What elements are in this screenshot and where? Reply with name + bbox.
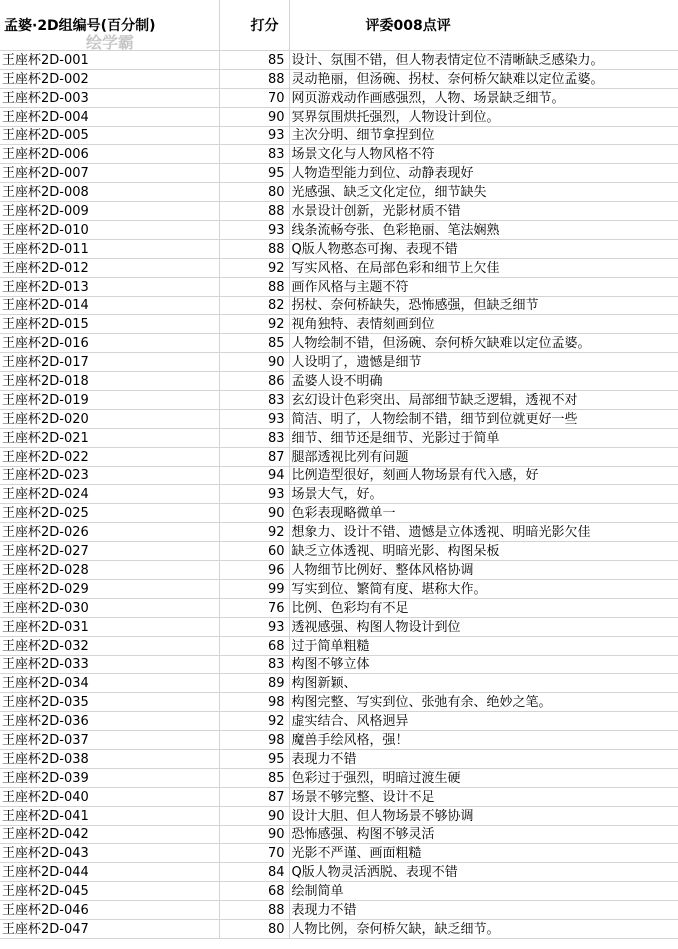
table-row bbox=[0, 749, 678, 768]
table-row bbox=[0, 447, 678, 466]
header-id[interactable]: 孟婆·2D组编号(百分制) bbox=[0, 0, 219, 51]
cell-id[interactable]: 王座杯2D-010 bbox=[0, 221, 219, 240]
cell-score[interactable]: 93 bbox=[219, 409, 289, 428]
table-row bbox=[0, 107, 678, 126]
cell-comment[interactable]: 玄幻设计色彩突出、局部细节缺乏逻辑，透视不对 bbox=[289, 391, 678, 410]
table-row bbox=[0, 542, 678, 561]
cell-score[interactable]: 90 bbox=[219, 504, 289, 523]
cell-score[interactable]: 83 bbox=[219, 655, 289, 674]
cell-comment[interactable]: 场景文化与人物风格不符 bbox=[289, 145, 678, 164]
cell-comment[interactable]: 光影不严谨、画面粗糙 bbox=[289, 844, 678, 863]
cell-score[interactable]: 92 bbox=[219, 523, 289, 542]
cell-comment[interactable]: 色彩表现略微单一 bbox=[289, 504, 678, 523]
cell-id[interactable]: 王座杯2D-017 bbox=[0, 353, 219, 372]
table-row bbox=[0, 51, 678, 70]
cell-id[interactable]: 王座杯2D-039 bbox=[0, 768, 219, 787]
cell-score[interactable]: 94 bbox=[219, 466, 289, 485]
table-row bbox=[0, 202, 678, 221]
cell-score[interactable]: 86 bbox=[219, 372, 289, 391]
cell-comment[interactable]: 比例造型很好，刻画人物场景有代入感，好 bbox=[289, 466, 678, 485]
cell-id[interactable]: 王座杯2D-016 bbox=[0, 334, 219, 353]
table-row bbox=[0, 806, 678, 825]
cell-score[interactable]: 80 bbox=[219, 183, 289, 202]
table-row bbox=[0, 636, 678, 655]
cell-score[interactable]: 88 bbox=[219, 901, 289, 920]
cell-id[interactable]: 王座杯2D-011 bbox=[0, 239, 219, 258]
header-score[interactable]: 打分 bbox=[219, 0, 289, 51]
table-row bbox=[0, 731, 678, 750]
table-row bbox=[0, 164, 678, 183]
cell-id[interactable]: 王座杯2D-020 bbox=[0, 409, 219, 428]
cell-id[interactable]: 王座杯2D-029 bbox=[0, 579, 219, 598]
table-row bbox=[0, 655, 678, 674]
cell-comment[interactable]: 构图不够立体 bbox=[289, 655, 678, 674]
cell-comment[interactable]: 过于简单粗糙 bbox=[289, 636, 678, 655]
cell-score[interactable]: 95 bbox=[219, 749, 289, 768]
table-row bbox=[0, 239, 678, 258]
table-row bbox=[0, 504, 678, 523]
cell-comment[interactable]: 人设明了，遗憾是细节 bbox=[289, 353, 678, 372]
cell-id[interactable]: 王座杯2D-007 bbox=[0, 164, 219, 183]
table-row bbox=[0, 598, 678, 617]
cell-comment[interactable]: 写实到位、繁简有度、堪称大作。 bbox=[289, 579, 678, 598]
cell-comment[interactable]: 绘制简单 bbox=[289, 882, 678, 901]
cell-id[interactable]: 王座杯2D-045 bbox=[0, 882, 219, 901]
cell-score[interactable]: 87 bbox=[219, 447, 289, 466]
cell-score[interactable]: 87 bbox=[219, 787, 289, 806]
cell-comment[interactable]: 人物绘制不错，但汤碗、奈何桥欠缺难以定位孟婆。 bbox=[289, 334, 678, 353]
cell-comment[interactable]: 想象力、设计不错、遗憾是立体透视、明暗光影欠佳 bbox=[289, 523, 678, 542]
table-row bbox=[0, 617, 678, 636]
table-row bbox=[0, 523, 678, 542]
cell-comment[interactable]: 孟婆人设不明确 bbox=[289, 372, 678, 391]
cell-comment[interactable]: 色彩过于强烈，明暗过渡生硬 bbox=[289, 768, 678, 787]
cell-comment[interactable]: 比例、色彩均有不足 bbox=[289, 598, 678, 617]
cell-comment[interactable]: 腿部透视比列有问题 bbox=[289, 447, 678, 466]
cell-id[interactable]: 王座杯2D-008 bbox=[0, 183, 219, 202]
cell-comment[interactable]: 简洁、明了，人物绘制不错，细节到位就更好一些 bbox=[289, 409, 678, 428]
cell-id[interactable]: 王座杯2D-030 bbox=[0, 598, 219, 617]
cell-id[interactable]: 王座杯2D-047 bbox=[0, 919, 219, 938]
cell-id[interactable]: 王座杯2D-023 bbox=[0, 466, 219, 485]
cell-comment[interactable]: 人物造型能力到位、动静表现好 bbox=[289, 164, 678, 183]
table-row bbox=[0, 221, 678, 240]
table-row bbox=[0, 183, 678, 202]
cell-score[interactable]: 85 bbox=[219, 334, 289, 353]
table-row bbox=[0, 466, 678, 485]
cell-id[interactable]: 王座杯2D-026 bbox=[0, 523, 219, 542]
cell-id[interactable]: 王座杯2D-002 bbox=[0, 69, 219, 88]
cell-id[interactable]: 王座杯2D-014 bbox=[0, 296, 219, 315]
cell-id[interactable]: 王座杯2D-001 bbox=[0, 51, 219, 70]
cell-id[interactable]: 王座杯2D-019 bbox=[0, 391, 219, 410]
cell-score[interactable]: 96 bbox=[219, 561, 289, 580]
table-row bbox=[0, 561, 678, 580]
cell-score[interactable]: 95 bbox=[219, 164, 289, 183]
cell-comment[interactable]: 虚实结合、风格迥异 bbox=[289, 712, 678, 731]
table-row bbox=[0, 579, 678, 598]
table-row bbox=[0, 334, 678, 353]
cell-score[interactable]: 90 bbox=[219, 806, 289, 825]
table-row bbox=[0, 768, 678, 787]
cell-score[interactable]: 98 bbox=[219, 731, 289, 750]
cell-id[interactable]: 王座杯2D-044 bbox=[0, 863, 219, 882]
cell-comment[interactable]: 水景设计创新，光影材质不错 bbox=[289, 202, 678, 221]
cell-comment[interactable]: 人物细节比例好、整体风格协调 bbox=[289, 561, 678, 580]
cell-comment[interactable]: 人物比例，奈何桥欠缺，缺乏细节。 bbox=[289, 919, 678, 938]
table-row bbox=[0, 863, 678, 882]
cell-score[interactable]: 68 bbox=[219, 882, 289, 901]
cell-id[interactable]: 王座杯2D-009 bbox=[0, 202, 219, 221]
cell-comment[interactable]: 恐怖感强、构图不够灵活 bbox=[289, 825, 678, 844]
cell-id[interactable]: 王座杯2D-036 bbox=[0, 712, 219, 731]
table-row bbox=[0, 787, 678, 806]
cell-score[interactable]: 90 bbox=[219, 107, 289, 126]
cell-comment[interactable]: 光感强、缺乏文化定位，细节缺失 bbox=[289, 183, 678, 202]
table-row bbox=[0, 712, 678, 731]
cell-comment[interactable]: 冥界氛围烘托强烈，人物设计到位。 bbox=[289, 107, 678, 126]
cell-comment[interactable]: 魔兽手绘风格，强！ bbox=[289, 731, 678, 750]
cell-score[interactable]: 98 bbox=[219, 693, 289, 712]
table-row bbox=[0, 825, 678, 844]
cell-comment[interactable]: 缺乏立体透视、明暗光影、构图呆板 bbox=[289, 542, 678, 561]
table-row bbox=[0, 353, 678, 372]
table-row bbox=[0, 391, 678, 410]
cell-score[interactable]: 88 bbox=[219, 202, 289, 221]
cell-id[interactable]: 王座杯2D-031 bbox=[0, 617, 219, 636]
cell-id[interactable]: 王座杯2D-003 bbox=[0, 88, 219, 107]
cell-comment[interactable]: 设计大胆、但人物场景不够协调 bbox=[289, 806, 678, 825]
cell-score[interactable]: 93 bbox=[219, 485, 289, 504]
cell-id[interactable]: 王座杯2D-018 bbox=[0, 372, 219, 391]
cell-comment[interactable]: 场景大气，好。 bbox=[289, 485, 678, 504]
cell-id[interactable]: 王座杯2D-022 bbox=[0, 447, 219, 466]
cell-comment[interactable]: 表现力不错 bbox=[289, 749, 678, 768]
cell-id[interactable]: 王座杯2D-040 bbox=[0, 787, 219, 806]
cell-score[interactable]: 92 bbox=[219, 258, 289, 277]
cell-comment[interactable]: 灵动艳丽，但汤碗、拐杖、奈何桥欠缺难以定位孟婆。 bbox=[289, 69, 678, 88]
table-row bbox=[0, 145, 678, 164]
cell-id[interactable]: 王座杯2D-043 bbox=[0, 844, 219, 863]
table-row bbox=[0, 693, 678, 712]
cell-id[interactable]: 王座杯2D-034 bbox=[0, 674, 219, 693]
table-row bbox=[0, 844, 678, 863]
cell-score[interactable]: 88 bbox=[219, 69, 289, 88]
table-row bbox=[0, 126, 678, 145]
table-row bbox=[0, 372, 678, 391]
watermark: 绘学霸 bbox=[86, 33, 135, 52]
cell-score[interactable]: 84 bbox=[219, 863, 289, 882]
cell-id[interactable]: 王座杯2D-005 bbox=[0, 126, 219, 145]
table-row bbox=[0, 277, 678, 296]
cell-score[interactable]: 83 bbox=[219, 391, 289, 410]
table-row bbox=[0, 882, 678, 901]
cell-id[interactable]: 王座杯2D-033 bbox=[0, 655, 219, 674]
table-row bbox=[0, 428, 678, 447]
table-row bbox=[0, 258, 678, 277]
cell-id[interactable]: 王座杯2D-037 bbox=[0, 731, 219, 750]
cell-id[interactable]: 王座杯2D-032 bbox=[0, 636, 219, 655]
cell-score[interactable]: 80 bbox=[219, 919, 289, 938]
cell-score[interactable]: 68 bbox=[219, 636, 289, 655]
cell-id[interactable]: 王座杯2D-015 bbox=[0, 315, 219, 334]
cell-comment[interactable]: 细节、细节还是细节、光影过于简单 bbox=[289, 428, 678, 447]
cell-id[interactable]: 王座杯2D-027 bbox=[0, 542, 219, 561]
cell-score[interactable]: 93 bbox=[219, 617, 289, 636]
cell-score[interactable]: 93 bbox=[219, 221, 289, 240]
table-row bbox=[0, 674, 678, 693]
cell-score[interactable]: 82 bbox=[219, 296, 289, 315]
cell-id[interactable]: 王座杯2D-041 bbox=[0, 806, 219, 825]
cell-id[interactable]: 王座杯2D-042 bbox=[0, 825, 219, 844]
cell-id[interactable]: 王座杯2D-004 bbox=[0, 107, 219, 126]
cell-comment[interactable]: 写实风格、在局部色彩和细节上欠佳 bbox=[289, 258, 678, 277]
cell-comment[interactable]: 画作风格与主题不符 bbox=[289, 277, 678, 296]
table-row bbox=[0, 919, 678, 938]
cell-comment[interactable]: 拐杖、奈何桥缺失，恐怖感强，但缺乏细节 bbox=[289, 296, 678, 315]
cell-score[interactable]: 85 bbox=[219, 768, 289, 787]
cell-id[interactable]: 王座杯2D-035 bbox=[0, 693, 219, 712]
cell-score[interactable]: 83 bbox=[219, 428, 289, 447]
cell-score[interactable]: 85 bbox=[219, 51, 289, 70]
cell-comment[interactable]: 主次分明、细节拿捏到位 bbox=[289, 126, 678, 145]
table-row bbox=[0, 409, 678, 428]
cell-score[interactable]: 89 bbox=[219, 674, 289, 693]
table-row bbox=[0, 485, 678, 504]
cell-comment[interactable]: 场景不够完整、设计不足 bbox=[289, 787, 678, 806]
cell-comment[interactable]: Q版人物憨态可掬、表现不错 bbox=[289, 239, 678, 258]
cell-score[interactable]: 93 bbox=[219, 126, 289, 145]
cell-comment[interactable]: Q版人物灵活洒脱、表现不错 bbox=[289, 863, 678, 882]
cell-id[interactable]: 王座杯2D-021 bbox=[0, 428, 219, 447]
cell-score[interactable]: 90 bbox=[219, 825, 289, 844]
cell-id[interactable]: 王座杯2D-046 bbox=[0, 901, 219, 920]
cell-comment[interactable]: 网页游戏动作画感强烈，人物、场景缺乏细节。 bbox=[289, 88, 678, 107]
cell-score[interactable]: 83 bbox=[219, 145, 289, 164]
table-row bbox=[0, 901, 678, 920]
table-row bbox=[0, 88, 678, 107]
cell-id[interactable]: 王座杯2D-024 bbox=[0, 485, 219, 504]
cell-comment[interactable]: 透视感强、构图人物设计到位 bbox=[289, 617, 678, 636]
cell-score[interactable]: 92 bbox=[219, 315, 289, 334]
cell-score[interactable]: 92 bbox=[219, 712, 289, 731]
cell-score[interactable]: 60 bbox=[219, 542, 289, 561]
cell-id[interactable]: 王座杯2D-013 bbox=[0, 277, 219, 296]
cell-score[interactable]: 70 bbox=[219, 844, 289, 863]
cell-score[interactable]: 76 bbox=[219, 598, 289, 617]
table-row bbox=[0, 69, 678, 88]
header-comment[interactable]: 评委008点评 bbox=[289, 0, 678, 51]
cell-comment[interactable]: 构图完整、写实到位、张弛有余、绝妙之笔。 bbox=[289, 693, 678, 712]
cell-id[interactable]: 王座杯2D-025 bbox=[0, 504, 219, 523]
cell-score[interactable]: 88 bbox=[219, 277, 289, 296]
table-row bbox=[0, 315, 678, 334]
cell-score[interactable]: 99 bbox=[219, 579, 289, 598]
cell-score[interactable]: 88 bbox=[219, 239, 289, 258]
cell-id[interactable]: 王座杯2D-038 bbox=[0, 749, 219, 768]
cell-score[interactable]: 90 bbox=[219, 353, 289, 372]
cell-score[interactable]: 70 bbox=[219, 88, 289, 107]
cell-id[interactable]: 王座杯2D-006 bbox=[0, 145, 219, 164]
table-row bbox=[0, 296, 678, 315]
cell-id[interactable]: 王座杯2D-012 bbox=[0, 258, 219, 277]
cell-comment[interactable]: 线条流畅夸张、色彩艳丽、笔法娴熟 bbox=[289, 221, 678, 240]
cell-id[interactable]: 王座杯2D-028 bbox=[0, 561, 219, 580]
cell-comment[interactable]: 构图新颖、 bbox=[289, 674, 678, 693]
cell-comment[interactable]: 表现力不错 bbox=[289, 901, 678, 920]
cell-comment[interactable]: 视角独特、表情刻画到位 bbox=[289, 315, 678, 334]
cell-comment[interactable]: 设计、氛围不错，但人物表情定位不清晰缺乏感染力。 bbox=[289, 51, 678, 70]
